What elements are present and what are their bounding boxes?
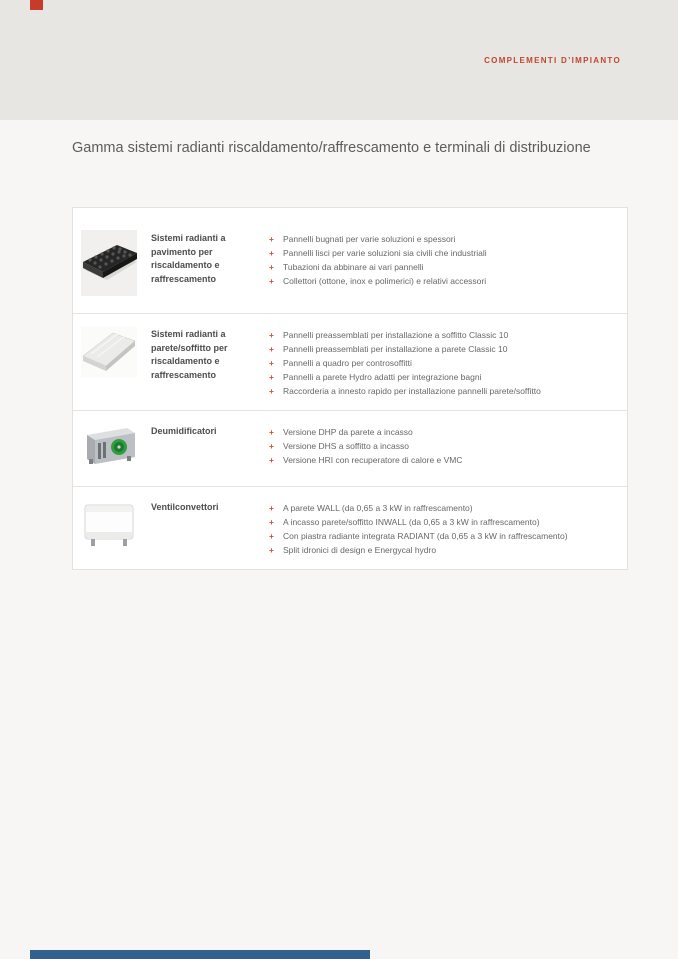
table-row (73, 411, 627, 487)
list-item-text: Split idronici di design e Energycal hydro (283, 545, 437, 555)
dehumidifier-unit-image (81, 423, 137, 474)
row-title: Ventilconvettori (151, 502, 219, 512)
plus-icon: + (269, 358, 274, 368)
page-title: Gamma sistemi radianti riscaldamento/raffrescamento e terminali di distribuzione (72, 140, 591, 156)
plus-icon: + (269, 372, 274, 382)
list-item-text: Raccorderia a innesto rapido per installazione pannelli parete/soffitto (283, 386, 541, 396)
table-row (73, 314, 627, 411)
list-item-text: Pannelli bugnati per varie soluzioni e spessori (283, 234, 456, 244)
row-title: Sistemi radianti a pavimento per riscaldamento e raffrescamento (151, 233, 226, 284)
row-items (269, 326, 617, 398)
list-item (269, 342, 617, 356)
list-item-text: Con piastra radiante integrata RADIANT (da 0,65 a 3 kW in raffrescamento) (283, 531, 568, 541)
plus-icon: + (269, 517, 274, 527)
row-items (269, 230, 617, 288)
plus-icon: + (269, 455, 274, 465)
list-item (269, 260, 617, 274)
list-item (269, 425, 617, 439)
list-item-text: Tubazioni da abbinare ai vari pannelli (283, 262, 424, 272)
row-items (269, 423, 617, 467)
list-item (269, 356, 617, 370)
list-item (269, 439, 617, 453)
list-item (269, 501, 617, 515)
fan-coil-unit-image (81, 499, 137, 554)
brand-corner-mark (30, 0, 43, 10)
plus-icon: + (269, 441, 274, 451)
list-item (269, 232, 617, 246)
list-item (269, 543, 617, 557)
plus-icon: + (269, 531, 274, 541)
plus-icon: + (269, 386, 274, 396)
table-row (73, 487, 627, 569)
plus-icon: + (269, 545, 274, 555)
plus-icon: + (269, 234, 274, 244)
plus-icon: + (269, 330, 274, 340)
list-item-text: Versione DHP da parete a incasso (283, 427, 413, 437)
plus-icon: + (269, 248, 274, 258)
list-item-text: Pannelli preassemblati per installazione a parete Classic 10 (283, 344, 508, 354)
list-item (269, 246, 617, 260)
plus-icon: + (269, 503, 274, 513)
list-item (269, 328, 617, 342)
footer-accent-bar (30, 950, 370, 959)
list-item-text: Versione DHS a soffitto a incasso (283, 441, 409, 451)
list-item-text: Collettori (ottone, inox e polimerici) e relativi accessori (283, 276, 487, 286)
list-item-text: Pannelli preassemblati per installazione a soffitto Classic 10 (283, 330, 509, 340)
list-item-text: Pannelli lisci per varie soluzioni sia civili che industriali (283, 248, 487, 258)
plus-icon: + (269, 427, 274, 437)
plus-icon: + (269, 276, 274, 286)
list-item-text: A parete WALL (da 0,65 a 3 kW in raffrescamento) (283, 503, 473, 513)
list-item-text: A incasso parete/soffitto INWALL (da 0,65 a 3 kW in raffrescamento) (283, 517, 540, 527)
product-table (72, 207, 628, 570)
list-item (269, 370, 617, 384)
list-item (269, 274, 617, 288)
plus-icon: + (269, 344, 274, 354)
row-items (269, 499, 617, 557)
row-title: Deumidificatori (151, 426, 217, 436)
list-item-text: Pannelli a parete Hydro adatti per integrazione bagni (283, 372, 482, 382)
list-item-text: Versione HRI con recuperatore di calore e VMC (283, 455, 463, 465)
list-item (269, 453, 617, 467)
plus-icon: + (269, 262, 274, 272)
floor-radiant-panel-image (81, 230, 137, 301)
table-row (73, 208, 627, 314)
section-label: COMPLEMENTI D’IMPIANTO (484, 56, 621, 65)
row-title: Sistemi radianti a parete/soffitto per riscaldamento e raffrescamento (151, 329, 228, 380)
list-item (269, 515, 617, 529)
list-item-text: Pannelli a quadro per controsoffitti (283, 358, 412, 368)
wall-ceiling-panel-image (81, 326, 137, 383)
list-item (269, 384, 617, 398)
list-item (269, 529, 617, 543)
